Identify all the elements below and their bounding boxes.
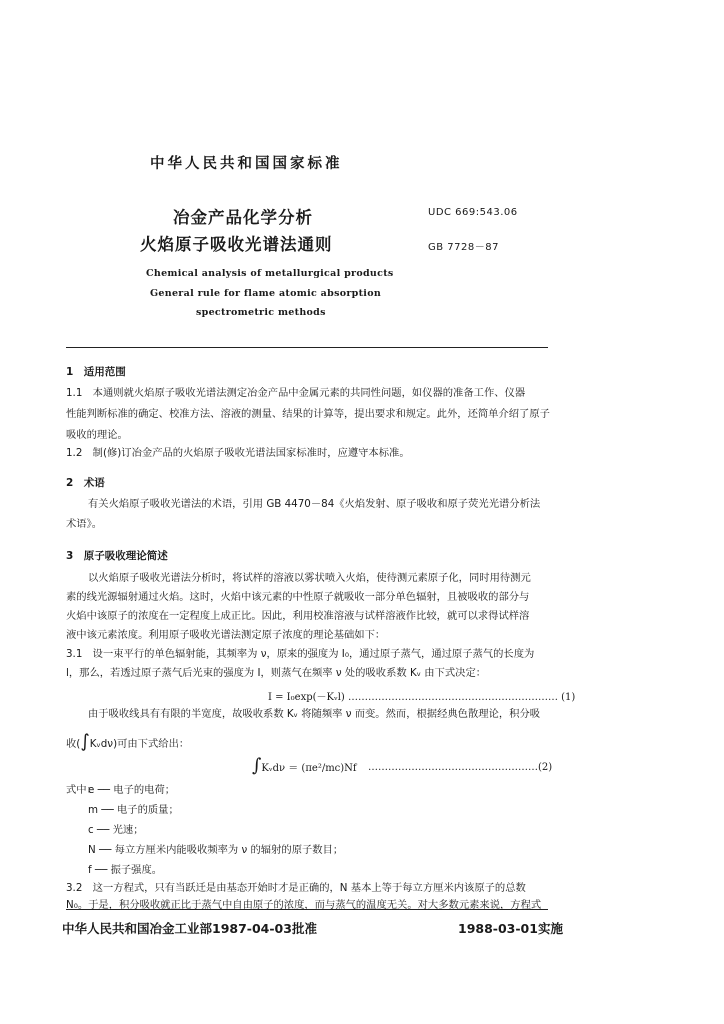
section-2-line-1: 有关火焰原子吸收光谱法的术语，引用 GB 4470－84《火焰发射、原子吸收和原子荧光光谱分析法	[88, 498, 541, 510]
title-chinese-line-1: 冶金产品化学分析	[173, 208, 313, 227]
text-suffix: )可由下式给出：	[113, 738, 190, 750]
section-1-1-line-2: 性能判断标准的确定、校准方法、溶液的测量、结果的计算等，提出要求和规定。此外，还简单介绍了原子	[66, 408, 550, 420]
gb-number: GB 7728－87	[428, 242, 499, 253]
integral-expression: Kᵥdν	[89, 738, 114, 750]
integral-sign-icon: ∫	[252, 755, 262, 776]
definition-c: c ── 光速；	[88, 824, 144, 836]
title-english-line-3: spectrometric methods	[196, 307, 326, 318]
udc-code: UDC 669:543.06	[428, 207, 518, 218]
title-english-line-1: Chemical analysis of metallurgical products	[146, 268, 394, 279]
section-1-heading: 1 适用范围	[66, 366, 126, 378]
section-2-line-2: 术语》。	[66, 518, 103, 530]
definition-e: e ── 电子的电荷；	[88, 784, 176, 796]
section-3-para-line-3: 火焰中该原子的浓度在一定程度上成正比。因此，利用校准溶液与试样溶液作比较，就可以求得试样溶	[66, 610, 530, 622]
integral-sign-icon: ∫	[80, 731, 90, 752]
equation-2-lhs: Kᵥdν ＝ (πe²/mc)Nf	[261, 763, 357, 774]
definition-m: m ── 电子的质量；	[88, 804, 179, 816]
section-3-1-line-1: 3.1 设一束平行的单色辐射能，其频率为 ν，原来的强度为 I₀，通过原子蒸气，通过原子蒸气的长度为	[66, 648, 535, 660]
section-1-1-line-3: 吸收的理论。	[66, 429, 128, 441]
section-3-2-line-1: 3.2 这一方程式，只有当跃迁是由基态开始时才是正确的，N 基本上等于每立方厘米内该原子的总数	[66, 882, 526, 894]
definition-f: f ── 振子强度。	[88, 864, 163, 876]
equation-2	[252, 755, 357, 776]
text-prefix: 收(	[66, 738, 81, 750]
approval-statement: 中华人民共和国冶金工业部1987-04-03批准	[62, 921, 317, 936]
section-3-para-line-1: 以火焰原子吸收光谱法分析时，将试样的溶液以雾状喷入火焰，使待测元素原子化，同时用待测元	[88, 572, 531, 584]
header-divider	[66, 347, 548, 348]
section-3-para-line-4: 液中该元素浓度。利用原子吸收光谱法测定原子浓度的理论基础如下：	[66, 629, 386, 641]
section-3-para-line-2: 素的线光源辐射通过火焰。这时，火焰中该元素的中性原子就吸收一部分单色辐射，且被吸收的部分与	[66, 591, 530, 603]
section-3-1-line-4	[66, 733, 189, 751]
section-3-1-line-3: 由于吸收线具有有限的半宽度，故吸收系数 Kᵥ 将随频率 ν 而变。然而，根据经典色散理论，积分吸	[88, 708, 541, 720]
definition-n: N ── 每立方厘米内能吸收频率为 ν 的辐射的原子数目；	[88, 844, 344, 856]
implementation-date: 1988-03-01实施	[458, 921, 563, 936]
title-chinese-line-2: 火焰原子吸收光谱法通则	[140, 235, 333, 254]
section-1-2: 1.2 制(修)订冶金产品的火焰原子吸收光谱法国家标准时，应遵守本标准。	[66, 447, 410, 459]
footer-divider	[66, 909, 548, 910]
section-3-heading: 3 原子吸收理论简述	[66, 550, 168, 562]
title-english-line-2: General rule for flame atomic absorption	[150, 288, 382, 299]
section-1-1-line-1: 1.1 本通则就火焰原子吸收光谱法测定冶金产品中金属元素的共同性问题，如仪器的准备工作、仪器	[66, 387, 526, 399]
equation-1: I = I₀exp(－Kᵥl) ……………………………………………………… (1)	[268, 692, 576, 703]
section-2-heading: 2 术语	[66, 477, 105, 489]
where-lead: 式中：	[66, 784, 97, 796]
section-3-1-line-2: l，那么，若透过原子蒸气后光束的强度为 I，则蒸气在频率 ν 处的吸收系数 Kᵥ 由下式决定：	[66, 667, 487, 679]
equation-2-leader: ……………………………………………(2)	[368, 762, 553, 773]
standard-org-title: 中华人民共和国国家标准	[150, 156, 343, 172]
section-3-2-line-2: N₀。于是，积分吸收就正比于蒸气中自由原子的浓度，而与蒸气的温度无关。对大多数元素来说，方程式	[66, 899, 542, 911]
